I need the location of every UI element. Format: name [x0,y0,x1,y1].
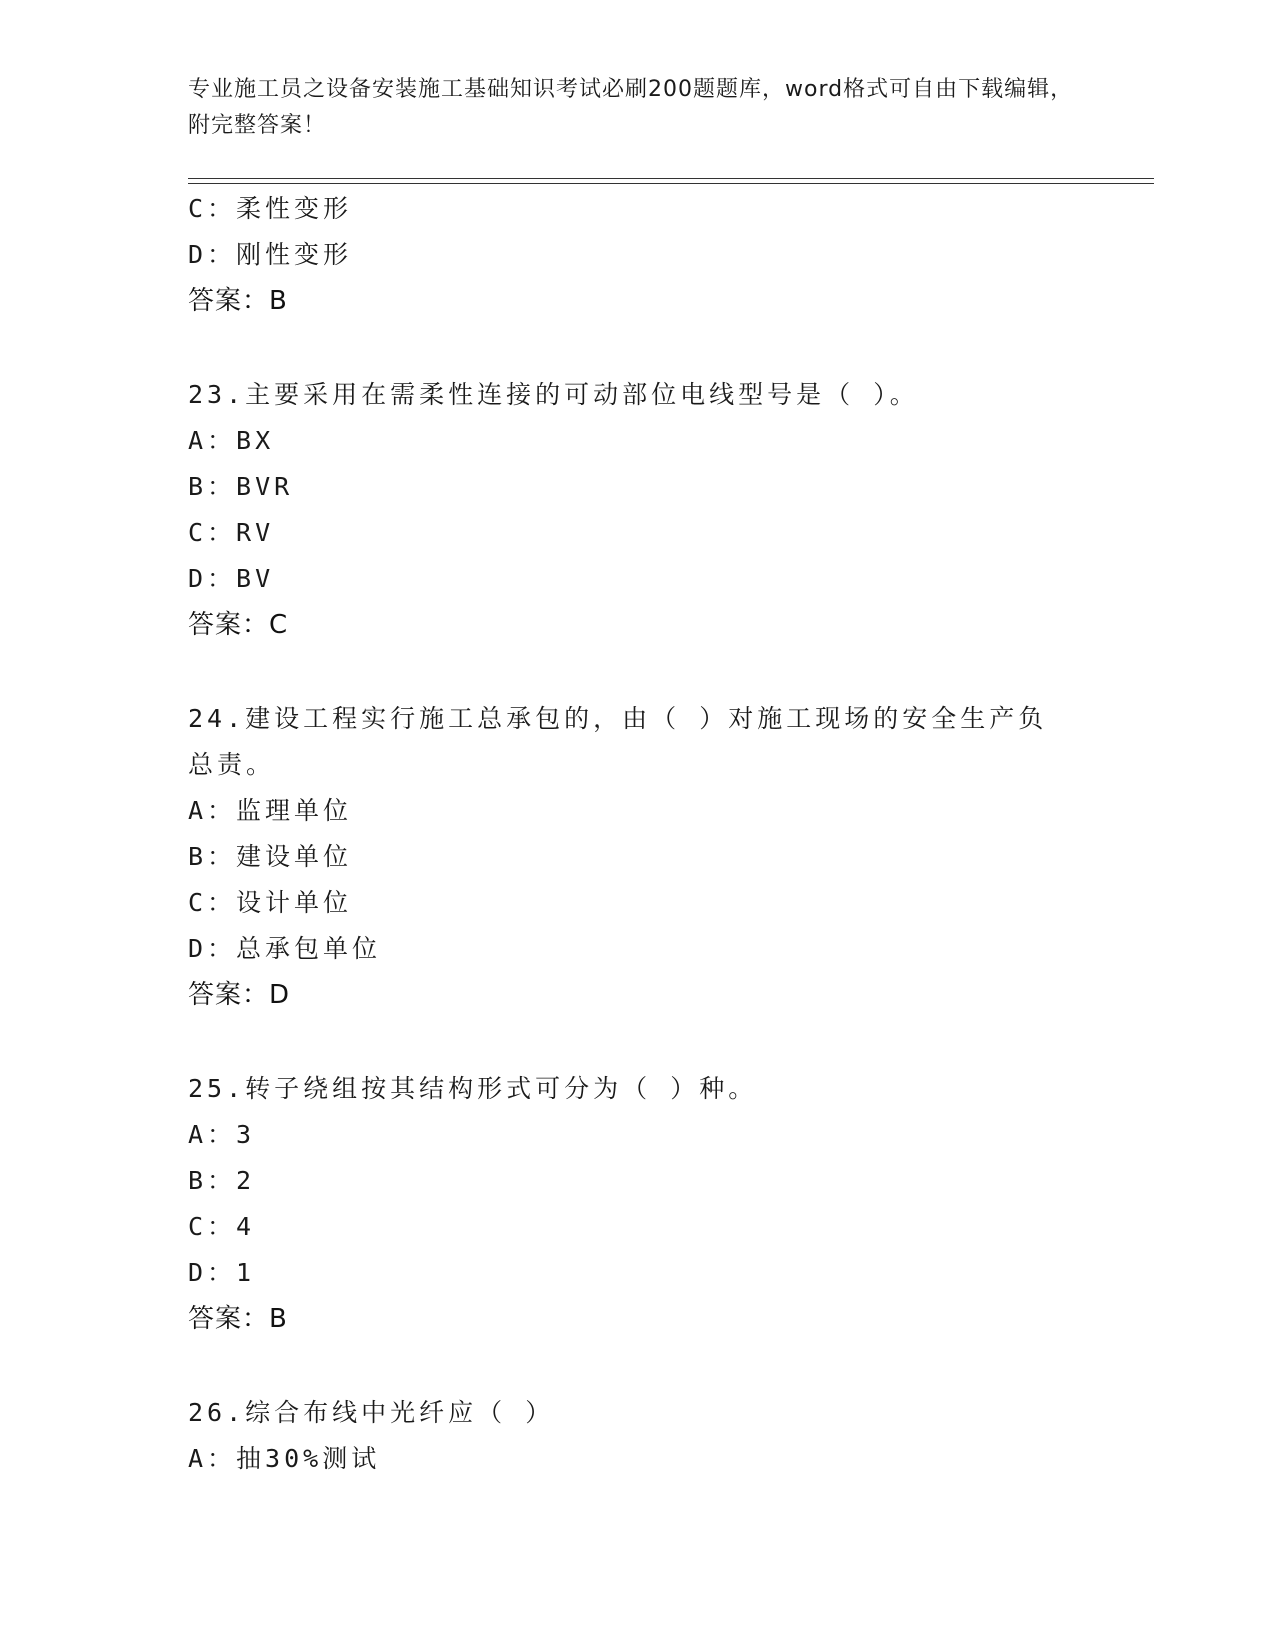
question-stem: 24.建设工程实行施工总承包的，由（ ）对施工现场的安全生产负总责。 [188,704,1048,779]
header-divider-bottom [188,183,1154,184]
question-list [188,186,1088,1482]
spacer [188,324,1088,372]
question-24 [188,696,1088,1018]
option-b: B：2 [188,1166,256,1195]
option-b: B：BVR [188,472,294,501]
question-stem: 23.主要采用在需柔性连接的可动部位电线型号是（ ）。 [188,380,919,409]
option-d: D：刚性变形 [188,240,353,269]
option-c: C：设计单位 [188,888,353,917]
question-23 [188,372,1088,648]
option-a: A：抽30%测试 [188,1444,381,1473]
option-a: A：3 [188,1120,256,1149]
document-header: 专业施工员之设备安装施工基础知识考试必刷200题题库，word格式可自由下载编辑，附完整答案！ [188,77,1074,138]
answer-line: 答案：C [188,610,289,640]
option-a: A：BX [188,426,275,455]
spacer [188,1018,1088,1066]
header-divider-top [188,178,1154,179]
option-c: C：RV [188,518,275,547]
spacer [188,1342,1088,1390]
option-b: B：建设单位 [188,842,353,871]
option-d: D：1 [188,1258,256,1287]
spacer [188,648,1088,696]
question-25 [188,1066,1088,1342]
answer-line: 答案：D [188,980,291,1010]
option-c: C：4 [188,1212,256,1241]
question-stem: 25.转子绕组按其结构形式可分为（ ）种。 [188,1074,758,1103]
question-fragment [188,186,1088,324]
option-a: A：监理单位 [188,796,353,825]
question-stem: 26.综合布线中光纤应（ ） [188,1398,555,1427]
question-26 [188,1390,1088,1482]
answer-line: 答案：B [188,1304,288,1334]
option-d: D：总承包单位 [188,934,382,963]
option-d: D：BV [188,564,275,593]
option-c: C：柔性变形 [188,194,353,223]
answer-line: 答案：B [188,286,288,316]
